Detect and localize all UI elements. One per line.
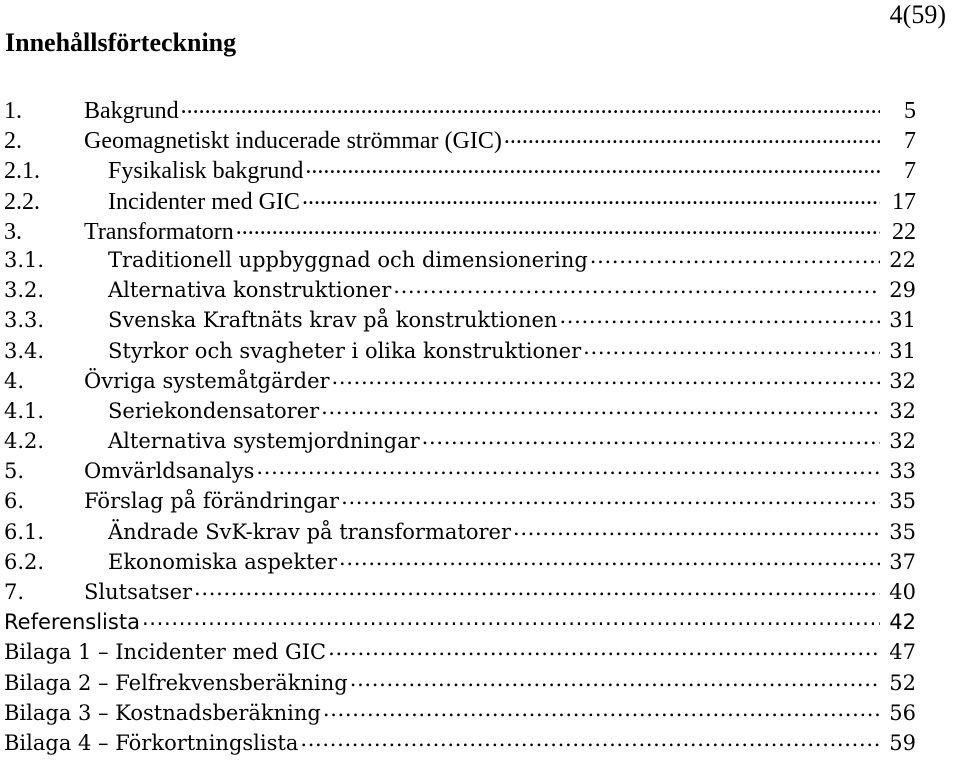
toc-entry-title: Geomagnetiskt inducerade strömmar (GIC) — [84, 128, 502, 155]
toc-entry-number: 7. — [4, 580, 25, 604]
dot-leader — [302, 185, 880, 209]
toc-entry[interactable] — [4, 275, 916, 305]
toc-entry-number: 6. — [4, 489, 25, 514]
toc-entry-number: 4. — [4, 368, 25, 393]
toc-entry-page: 32 — [889, 429, 916, 454]
dot-leader — [559, 306, 880, 327]
toc-entry-number: 5. — [4, 459, 25, 484]
toc-entry[interactable] — [4, 305, 916, 335]
dot-leader — [341, 487, 880, 508]
toc-entry-page: 52 — [889, 670, 916, 695]
toc-entry-page: 22 — [892, 218, 916, 245]
toc-entry-number: 6.2. — [4, 549, 45, 574]
dot-leader — [328, 638, 880, 659]
toc-entry-number: 3.4. — [4, 338, 45, 363]
toc-entry[interactable] — [4, 698, 916, 728]
toc-entry-page: 33 — [889, 459, 916, 484]
toc-entry-page: 59 — [889, 730, 916, 755]
toc-entry-title: Förslag på förändringar — [84, 489, 340, 514]
toc-entry-page: 31 — [889, 308, 916, 333]
dot-leader — [339, 548, 880, 569]
toc-entry[interactable] — [4, 245, 916, 275]
toc-entry[interactable] — [4, 396, 916, 426]
page-number: 4(59) — [889, 0, 946, 29]
dot-leader — [332, 367, 880, 388]
toc-entry-title: Bilaga 3 – Kostnadsberäkning — [4, 700, 321, 725]
toc-entry-page: 37 — [889, 549, 916, 574]
toc-entry[interactable] — [4, 577, 916, 607]
dot-leader — [256, 457, 880, 478]
toc-entry-number: 6.1. — [4, 519, 45, 544]
toc-entry-page: 32 — [889, 398, 916, 423]
toc-entry[interactable] — [4, 668, 916, 698]
dot-leader — [422, 427, 880, 448]
toc-entry-number: 3. — [4, 218, 22, 245]
toc-entry[interactable] — [4, 486, 916, 516]
dot-leader — [393, 276, 880, 297]
toc-entry-page: 35 — [889, 489, 916, 514]
toc-entry-page: 22 — [889, 247, 916, 272]
toc-entry-title: Ändrade SvK-krav på transformatorer — [108, 519, 511, 544]
toc-entry[interactable] — [4, 185, 916, 215]
toc-entry-number: 1. — [4, 98, 22, 124]
toc-entry-page: 31 — [889, 338, 916, 363]
toc-entry-number: 2. — [4, 128, 22, 155]
toc-entry-page: 17 — [892, 188, 916, 215]
dot-leader — [305, 154, 880, 178]
toc-entry[interactable] — [4, 456, 916, 486]
toc-entry-page: 40 — [889, 580, 916, 604]
toc-entry-page: 42 — [889, 610, 916, 635]
toc-entry-number: 3.1. — [4, 247, 45, 272]
toc-entry-title: Ekonomiska aspekter — [108, 549, 337, 574]
toc-entry[interactable] — [4, 366, 916, 396]
toc-entry-page: 32 — [889, 368, 916, 393]
toc-entry[interactable] — [4, 547, 916, 577]
toc-heading: Innehållsförteckning — [5, 28, 237, 57]
toc-entry[interactable] — [4, 607, 916, 637]
toc-entry-page: 7 — [904, 128, 916, 155]
toc-entry-title: Bilaga 2 – Felfrekvensberäkning — [4, 670, 348, 695]
toc-entry-title: Seriekondensatorer — [108, 398, 320, 423]
dot-leader — [323, 699, 880, 720]
toc-entry-title: Alternativa systemjordningar — [108, 429, 420, 454]
toc-entry-title: Alternativa konstruktioner — [108, 278, 392, 303]
toc-entry[interactable] — [4, 124, 916, 154]
toc-entry-page: 56 — [889, 700, 916, 725]
toc-entry-page: 7 — [904, 158, 916, 185]
toc-entry-title: Styrkor och svagheter i olika konstruktioner — [108, 338, 582, 363]
toc-entry-title: Omvärldsanalys — [84, 459, 255, 484]
toc-entry-page: 5 — [904, 98, 916, 124]
dot-leader — [583, 337, 880, 358]
toc-entry-number: 2.2. — [4, 188, 40, 215]
toc-entry[interactable] — [4, 426, 916, 456]
toc-entry-title: Övriga systemåtgärder — [84, 368, 330, 393]
dot-leader — [300, 729, 880, 750]
toc-entry-title: Transformatorn — [84, 218, 234, 245]
toc-entry-title: Svenska Kraftnäts krav på konstruktionen — [108, 308, 558, 333]
dot-leader — [504, 124, 880, 148]
toc-entry-title: Incidenter med GIC — [108, 188, 300, 215]
toc-entry-page: 29 — [889, 278, 916, 303]
toc-entry-title: Bilaga 1 – Incidenter med GIC — [4, 640, 327, 665]
toc-entry-number: 2.1. — [4, 158, 40, 185]
toc-entry-title: Traditionell uppbyggnad och dimensionering — [108, 247, 588, 272]
toc-entry-number: 4.1. — [4, 398, 45, 423]
toc-entry-title: Slutsatser — [84, 580, 193, 604]
dot-leader — [590, 246, 880, 267]
toc-entry-number: 3.2. — [4, 278, 45, 303]
dot-leader — [142, 608, 880, 629]
dot-leader — [236, 215, 880, 239]
toc-entry[interactable] — [4, 517, 916, 547]
toc-entry[interactable] — [4, 637, 916, 667]
toc-entry[interactable] — [4, 728, 916, 758]
toc-entry-page: 35 — [889, 519, 916, 544]
dot-leader — [194, 578, 880, 599]
toc-entry-number: 4.2. — [4, 429, 45, 454]
toc-entry-number: 3.3. — [4, 308, 45, 333]
toc-entry-title: Bilaga 4 – Förkortningslista — [4, 730, 299, 755]
toc-entry[interactable] — [4, 94, 916, 124]
toc-entry[interactable] — [4, 336, 916, 366]
dot-leader — [181, 94, 880, 118]
toc-entry-page: 47 — [889, 640, 916, 665]
dot-leader — [350, 669, 880, 690]
toc-entry[interactable] — [4, 215, 916, 245]
toc-entry-title: Fysikalisk bakgrund — [108, 158, 304, 185]
table-of-contents — [4, 94, 916, 758]
dot-leader — [321, 397, 880, 418]
toc-entry[interactable] — [4, 154, 916, 184]
toc-entry-title: Bakgrund — [84, 98, 179, 124]
dot-leader — [513, 518, 880, 539]
toc-entry-title: Referenslista — [4, 610, 140, 635]
